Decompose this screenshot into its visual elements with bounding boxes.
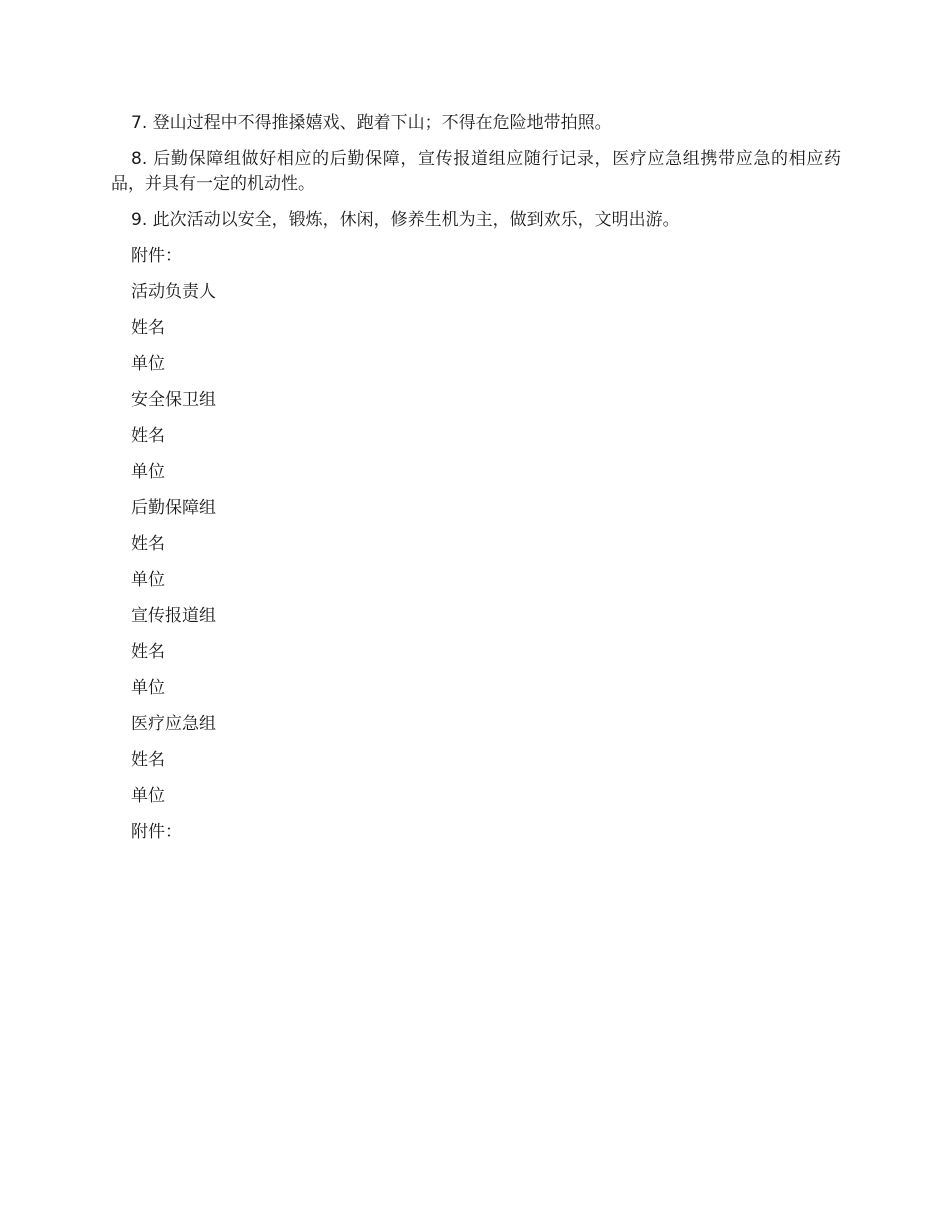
field-name: 姓名 (131, 318, 165, 338)
field-name: 姓名 (131, 750, 165, 770)
group-heading-logistics: 后勤保障组 (131, 498, 216, 518)
field-unit: 单位 (131, 786, 165, 806)
rule-item-8: 8. 后勤保障组做好相应的后勤保障，宣传报道组应随行记录，医疗应急组携带应急的相应药品，并具有一定的机动性。 (111, 149, 841, 194)
field-name: 姓名 (131, 426, 165, 446)
group-heading-leader: 活动负责人 (131, 282, 216, 302)
field-name: 姓名 (131, 534, 165, 554)
field-name: 姓名 (131, 642, 165, 662)
group-heading-medical: 医疗应急组 (131, 714, 216, 734)
field-unit: 单位 (131, 678, 165, 698)
group-heading-publicity: 宣传报道组 (131, 606, 216, 626)
attachment-label: 附件： (131, 822, 182, 842)
group-heading-security: 安全保卫组 (131, 390, 216, 410)
field-unit: 单位 (131, 570, 165, 590)
document-body (111, 111, 841, 856)
field-unit: 单位 (131, 354, 165, 374)
rule-item-9: 9. 此次活动以安全，锻炼，休闲，修养生机为主，做到欢乐，文明出游。 (131, 210, 680, 230)
rule-item-7: 7. 登山过程中不得推搡嬉戏、跑着下山；不得在危险地带拍照。 (131, 113, 612, 133)
attachment-label: 附件： (131, 246, 182, 266)
field-unit: 单位 (131, 462, 165, 482)
